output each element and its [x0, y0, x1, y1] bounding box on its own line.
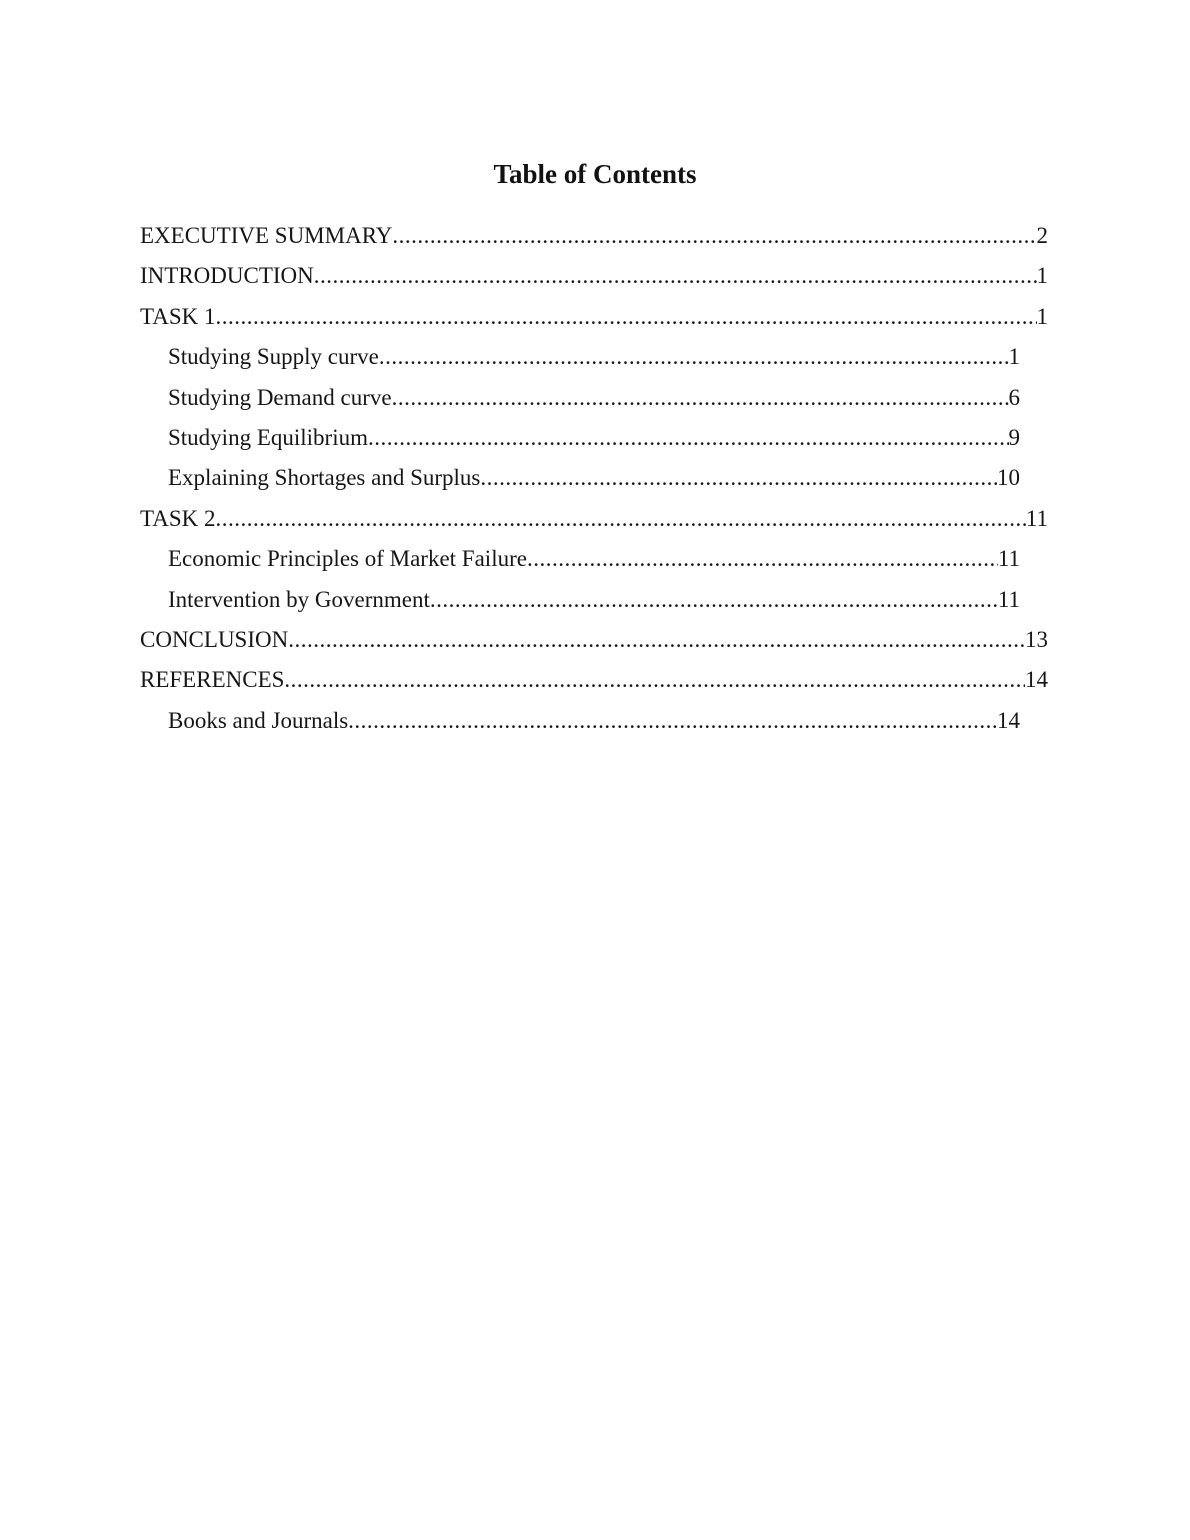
toc-page-number: 9	[1008, 425, 1020, 451]
page-title: Table of Contents	[493, 159, 697, 189]
toc-entry-label: CONCLUSION	[140, 627, 289, 653]
toc-entry[interactable]	[168, 539, 1020, 579]
toc-page-number: 11	[997, 546, 1020, 572]
toc-page-number: 11	[997, 586, 1020, 612]
toc-entry[interactable]	[168, 418, 1020, 458]
toc-entry[interactable]	[168, 378, 1020, 418]
toc-page-number: 13	[1025, 627, 1048, 653]
toc-entry[interactable]	[140, 256, 1048, 296]
toc-entry[interactable]	[140, 660, 1048, 700]
toc-dot-leader	[284, 660, 1025, 700]
toc-dot-leader	[480, 458, 997, 498]
toc-entry-label: Books and Journals	[168, 707, 349, 733]
toc-page-number: 10	[997, 465, 1020, 491]
toc-entry[interactable]	[140, 216, 1048, 256]
toc-entry[interactable]	[140, 499, 1048, 539]
toc-page-number: 1	[1036, 263, 1048, 289]
toc-entry[interactable]	[168, 458, 1020, 498]
toc-dot-leader	[379, 337, 1009, 377]
toc-entry[interactable]	[168, 701, 1020, 741]
toc-dot-leader	[430, 580, 998, 620]
toc-dot-leader	[368, 418, 1009, 458]
table-of-contents	[140, 216, 1048, 741]
toc-entry-label: TASK 1	[140, 303, 216, 329]
toc-dot-leader	[215, 499, 1025, 539]
toc-entry-label: Economic Principles of Market Failure	[168, 546, 527, 572]
toc-entry[interactable]	[168, 337, 1020, 377]
toc-page-number: 1	[1036, 303, 1048, 329]
toc-page-number: 14	[1025, 667, 1048, 693]
toc-dot-leader	[314, 256, 1037, 296]
toc-dot-leader	[527, 539, 998, 579]
toc-entry-label: EXECUTIVE SUMMARY	[140, 223, 393, 248]
toc-entry[interactable]	[168, 580, 1020, 620]
toc-page-number: 1	[1008, 344, 1020, 370]
toc-dot-leader	[392, 378, 1009, 418]
toc-entry-label: REFERENCES	[140, 667, 285, 693]
toc-dot-leader	[288, 620, 1025, 660]
toc-entry-label: Intervention by Government	[168, 586, 430, 612]
toc-page-number: 2	[1036, 223, 1048, 248]
toc-entry-label: Explaining Shortages and Surplus	[168, 465, 481, 491]
toc-entry-label: Studying Demand curve	[168, 384, 392, 410]
toc-dot-leader	[392, 216, 1036, 256]
toc-page-number: 6	[1008, 384, 1020, 410]
toc-entry-label: TASK 2	[140, 505, 216, 531]
toc-dot-leader	[215, 297, 1036, 337]
toc-entry-label: Studying Equilibrium	[168, 425, 368, 451]
toc-entry[interactable]	[140, 297, 1048, 337]
toc-entry-label: INTRODUCTION	[140, 263, 314, 289]
toc-entry-label: Studying Supply curve	[168, 344, 379, 370]
toc-page-number: 14	[997, 707, 1020, 733]
toc-dot-leader	[348, 701, 997, 741]
toc-page-number: 11	[1025, 505, 1048, 531]
toc-entry[interactable]	[140, 620, 1048, 660]
